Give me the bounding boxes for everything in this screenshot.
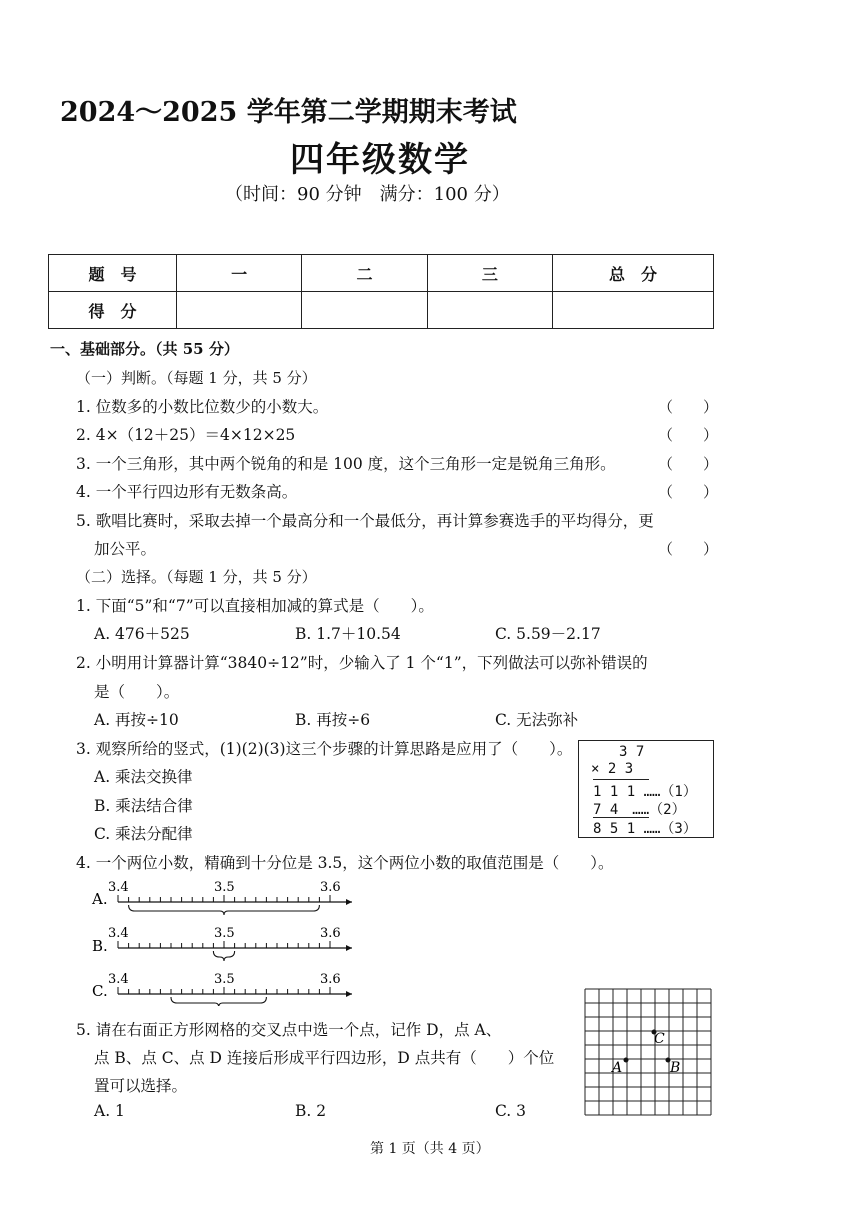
- exam-title-subject: 四年级数学: [290, 140, 470, 180]
- section-heading: 一、基础部分。（共 55 分）: [50, 340, 239, 358]
- choice-q3-stem: 3. 观察所给的竖式，(1)(2)(3)这三个步骤的计算思路是应用了（ ）。: [76, 740, 573, 758]
- choice-q4-option-c-label[interactable]: C.: [92, 982, 108, 1000]
- cell-total: 总 分: [553, 255, 714, 292]
- judge-q4-answer[interactable]: （ ）: [658, 483, 719, 501]
- number-line-tick-label: 3.6: [320, 972, 341, 987]
- range-brace: [171, 997, 266, 1006]
- choice-q4-option-a-label[interactable]: A.: [92, 890, 108, 908]
- choice-q3-option-a[interactable]: A. 乘法交换律: [94, 768, 193, 786]
- exam-title-year: 2024～2025 学年第二学期期末考试: [60, 97, 517, 128]
- score-input-2[interactable]: [302, 292, 427, 329]
- cell-part-2: 二: [302, 255, 427, 292]
- number-line-tick-label: 3.6: [320, 880, 341, 895]
- judge-q5-answer[interactable]: （ ）: [658, 540, 719, 558]
- choice-q1-option-c[interactable]: C. 5.59－2.17: [495, 625, 601, 643]
- point-a-label: A: [612, 1060, 623, 1076]
- cell-score-label: 得 分: [49, 292, 177, 329]
- number-line-tick-label: 3.4: [108, 880, 129, 895]
- number-line-arrow: [346, 945, 352, 951]
- calc-step-2: 7 4 ……（2）: [593, 802, 686, 818]
- score-input-1[interactable]: [177, 292, 302, 329]
- score-table-score-row: [49, 292, 714, 329]
- choice-q5-stem-line3: 置可以选择。: [94, 1077, 188, 1095]
- score-table: [48, 254, 714, 329]
- judge-q1: 1. 位数多的小数比位数少的小数大。: [76, 398, 329, 416]
- calc-line-multiplicand: 3 7: [619, 744, 645, 760]
- point-a: [624, 1058, 629, 1063]
- score-input-3[interactable]: [427, 292, 552, 329]
- score-input-total[interactable]: [553, 292, 714, 329]
- choice-q5-stem-line1: 5. 请在右面正方形网格的交叉点中选一个点，记作 D，点 A、: [76, 1021, 502, 1039]
- cell-part-1: 一: [177, 255, 302, 292]
- choice-q2-option-b[interactable]: B. 再按÷6: [295, 711, 371, 729]
- number-line-arrow: [346, 991, 352, 997]
- judge-q4: 4. 一个平行四边形有无数条高。: [76, 483, 298, 501]
- score-table-header-row: [49, 255, 714, 292]
- choice-q1-stem: 1. 下面“5”和“7”可以直接相加减的算式是（ ）。: [76, 597, 434, 615]
- calc-rule-1: [593, 779, 649, 780]
- choice-q5-option-a[interactable]: A. 1: [94, 1102, 125, 1120]
- number-line-tick-label: 3.5: [214, 926, 235, 941]
- choice-q1-option-b[interactable]: B. 1.7＋10.54: [295, 625, 401, 643]
- number-line-arrow: [346, 899, 352, 905]
- choice-q2-option-a[interactable]: A. 再按÷10: [94, 711, 179, 729]
- point-c-label: C: [654, 1031, 665, 1047]
- choice-q4-stem: 4. 一个两位小数，精确到十分位是 3.5，这个两位小数的取值范围是（ ）。: [76, 854, 614, 872]
- judge-q2-answer[interactable]: （ ）: [658, 426, 719, 444]
- number-line-options: [90, 876, 370, 1006]
- choice-q4-option-b-label[interactable]: B.: [92, 937, 108, 955]
- calc-line-multiplier: × 2 3: [591, 761, 634, 777]
- choice-q5-stem-line2: 点 B、点 C、点 D 连接后形成平行四边形，D 点共有（ ）个位: [94, 1049, 555, 1067]
- point-b-label: B: [670, 1060, 681, 1076]
- choice-q3-option-c[interactable]: C. 乘法分配律: [94, 825, 193, 843]
- judge-q5-line1: 5. 歌唱比赛时，采取去掉一个最高分和一个最低分，再计算参赛选手的平均得分，更: [76, 512, 654, 530]
- judge-q3-answer[interactable]: （ ）: [658, 455, 719, 473]
- range-brace: [213, 951, 234, 961]
- judge-q5-line2: 加公平。: [94, 540, 157, 558]
- number-line-tick-label: 3.4: [108, 926, 129, 941]
- exam-time-score: （时间：90 分钟 满分：100 分）: [225, 184, 510, 205]
- cell-question-no: 题 号: [49, 255, 177, 292]
- vertical-multiplication-box: [578, 740, 714, 838]
- number-line-tick-label: 3.4: [108, 972, 129, 987]
- choice-q5-option-b[interactable]: B. 2: [295, 1102, 327, 1120]
- number-line-tick-label: 3.5: [214, 972, 235, 987]
- choice-q5-option-c[interactable]: C. 3: [495, 1102, 527, 1120]
- square-grid-diagram: [584, 988, 714, 1118]
- judge-q2: 2. 4×（12＋25）＝4×12×25: [76, 426, 296, 444]
- range-brace: [129, 905, 320, 915]
- choice-q2-stem-line1: 2. 小明用计算器计算“3840÷12”时，少输入了 1 个“1”，下列做法可以弥补错误的: [76, 654, 648, 672]
- choice-q2-option-c[interactable]: C. 无法弥补: [495, 711, 579, 729]
- calc-step-3: 8 5 1 ……（3）: [593, 821, 697, 837]
- choice-q2-stem-line2: 是（ ）。: [94, 683, 180, 701]
- number-line-tick-label: 3.5: [214, 880, 235, 895]
- cell-part-3: 三: [427, 255, 552, 292]
- judge-q3: 3. 一个三角形，其中两个锐角的和是 100 度，这个三角形一定是锐角三角形。: [76, 455, 616, 473]
- calc-step-1: 1 1 1 ……（1）: [593, 784, 697, 800]
- judge-q1-answer[interactable]: （ ）: [658, 398, 719, 416]
- page-footer: 第 1 页（共 4 页）: [370, 1141, 490, 1157]
- choice-q3-option-b[interactable]: B. 乘法结合律: [94, 797, 193, 815]
- choice-q1-option-a[interactable]: A. 476＋525: [94, 625, 190, 643]
- number-line-tick-label: 3.6: [320, 926, 341, 941]
- part2-heading: （二）选择。（每题 1 分，共 5 分）: [76, 568, 317, 586]
- part1-heading: （一）判断。（每题 1 分，共 5 分）: [76, 369, 317, 387]
